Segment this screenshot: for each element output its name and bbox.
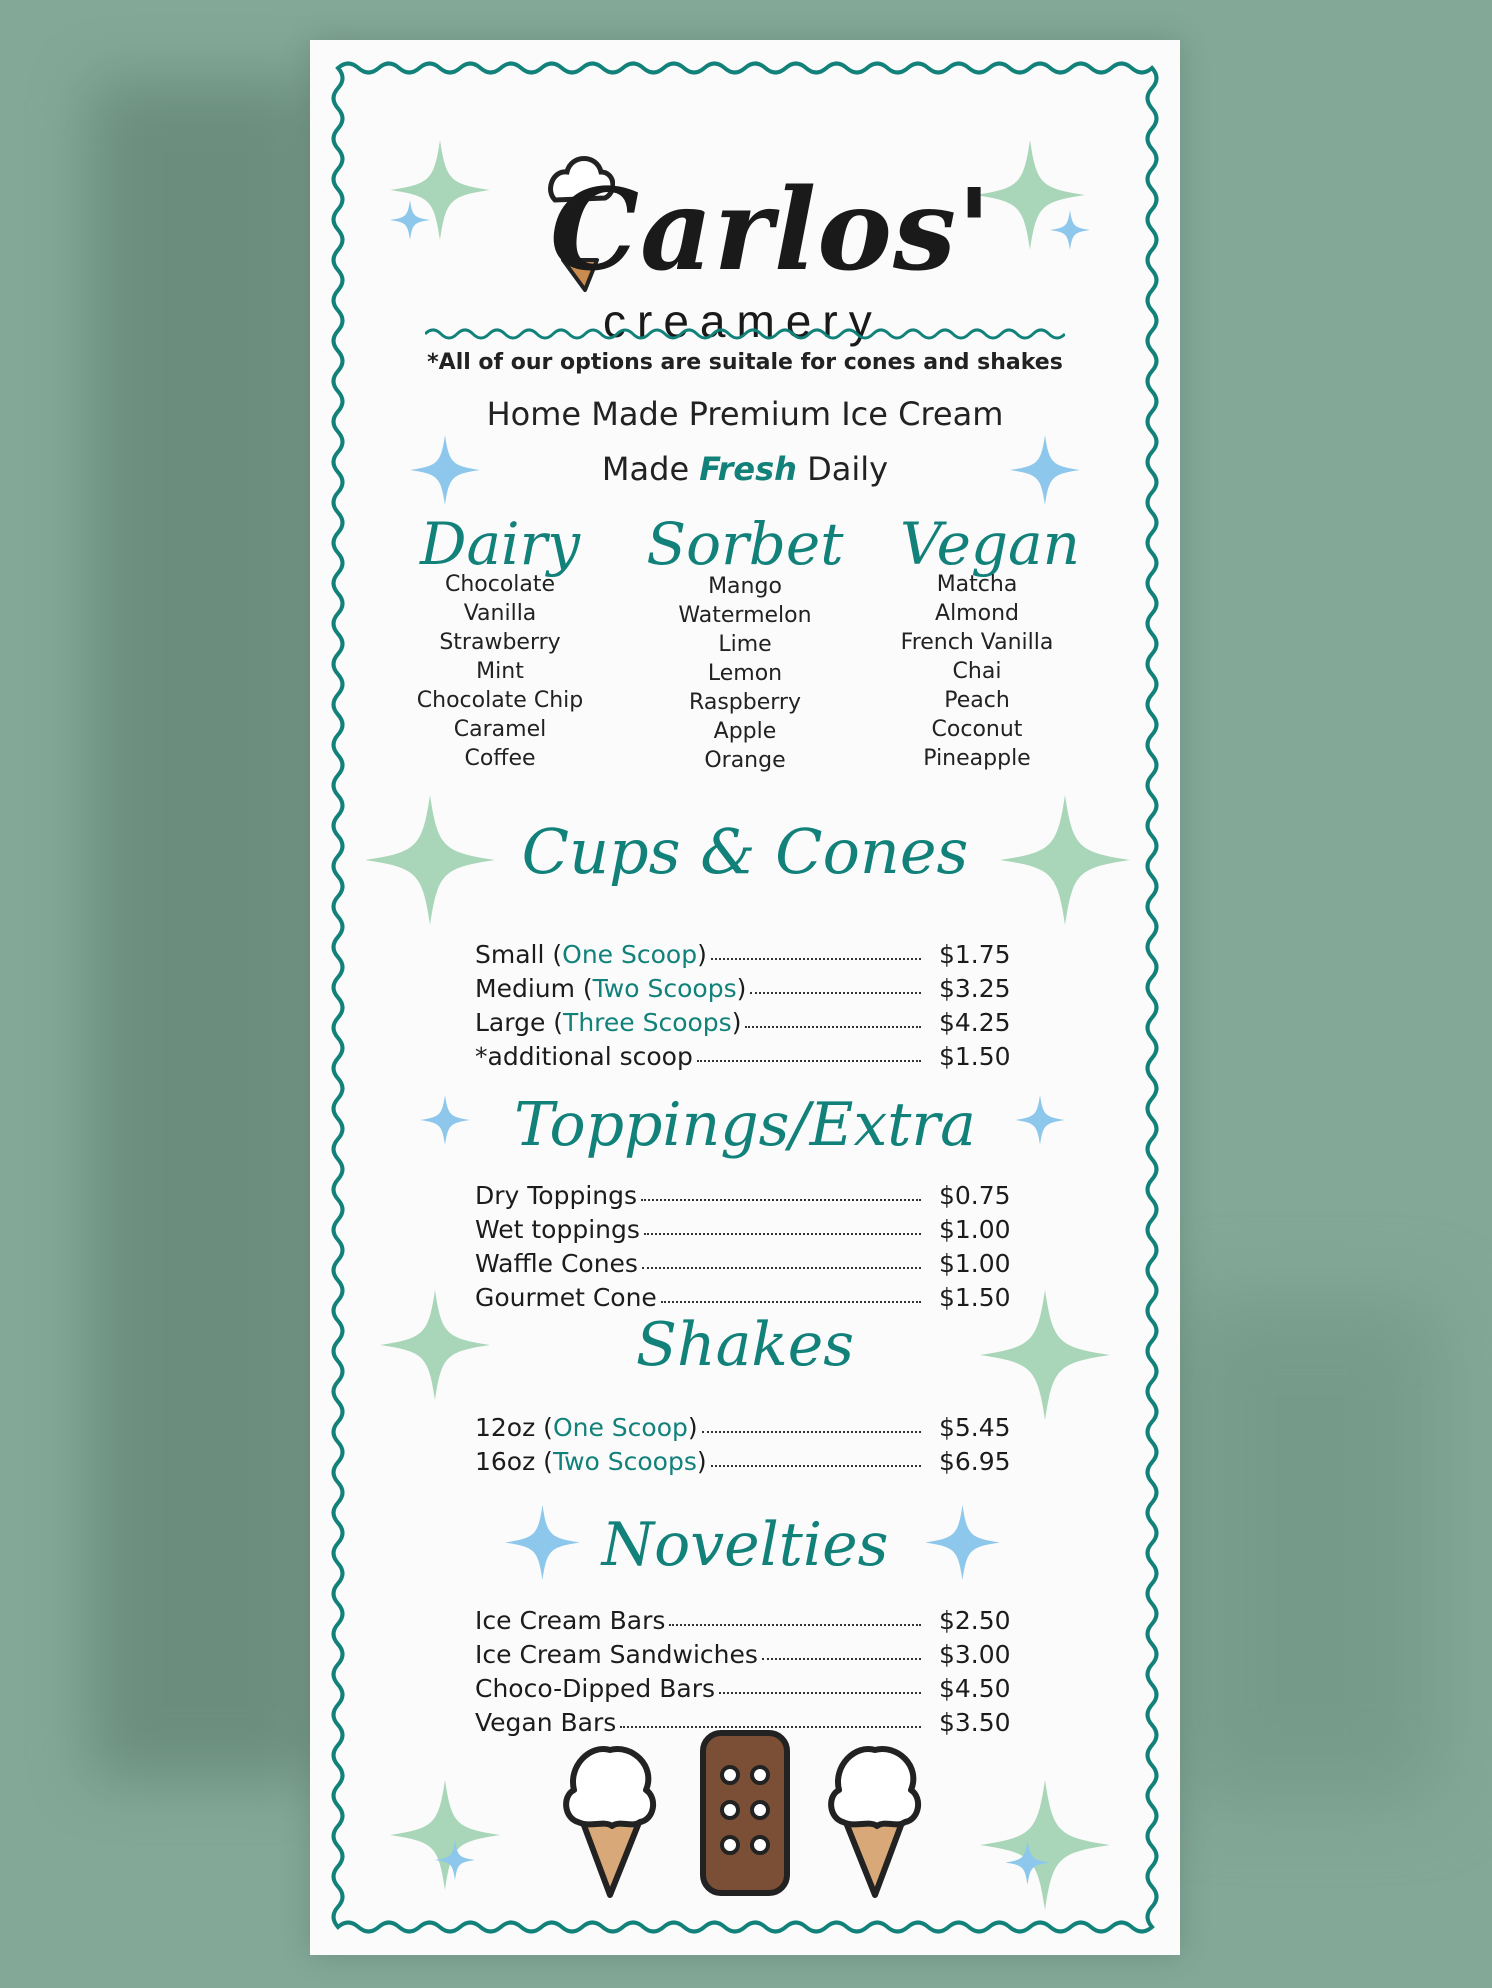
tagline-pre: Made [601,450,690,488]
item-name [475,1215,640,1244]
price-row [475,1042,1015,1076]
price-row [475,1008,1015,1042]
item-price: $4.25 [939,1008,1011,1037]
item-label: Medium [475,974,575,1003]
flavor-item: Chocolate [444,572,556,597]
paren-close: ) [696,1447,707,1476]
item-name [475,974,746,1003]
toppings-price-list [475,1181,1015,1317]
toppings-heading: Toppings/Extra [514,1090,976,1160]
cups-cones-price-list [475,940,1015,1076]
paren-close: ) [731,1008,742,1037]
wave-divider [425,322,1065,346]
item-label: Large [475,1008,546,1037]
price-row [475,974,1015,1008]
item-label: 16oz [475,1447,536,1476]
item-name [475,1640,758,1669]
price-row [475,1447,1015,1481]
item-name [475,1674,715,1703]
paren-close: ) [736,974,747,1003]
flavor-item: Matcha [936,572,1018,597]
item-scoops: One Scoop [562,940,698,969]
item-price: $3.50 [939,1708,1011,1737]
paren-open: ( [574,974,593,1003]
item-label: Ice Cream Bars [475,1606,666,1635]
item-scoops: Three Scoops [563,1008,732,1037]
novelties-heading: Novelties [601,1510,889,1580]
flavor-item: Lemon [707,661,783,686]
flavor-item: French Vanilla [900,630,1054,655]
item-name [475,1249,638,1278]
dairy-flavor-list [375,570,625,773]
sorbet-heading: Sorbet [646,510,844,578]
item-scoops: One Scoop [552,1413,688,1442]
sparkle-icon [1005,1840,1050,1885]
flavor-item: Chai [952,659,1002,684]
item-price: $6.95 [939,1447,1011,1476]
item-price: $1.50 [939,1042,1011,1071]
price-row [475,1606,1015,1640]
item-name [475,1181,637,1210]
item-label: Wet toppings [475,1215,640,1244]
item-label: *additional scoop [475,1042,693,1071]
sparkle-icon [1050,210,1090,250]
item-price: $3.25 [939,974,1011,1003]
item-price: $1.00 [939,1215,1011,1244]
price-row [475,1249,1015,1283]
cups-cones-heading: Cups & Cones [521,815,969,888]
dot-leader [702,1430,921,1433]
item-scoops: Two Scoops [552,1447,697,1476]
item-label: Ice Cream Sandwiches [475,1640,758,1669]
paren-close: ) [687,1413,698,1442]
item-price: $4.50 [939,1674,1011,1703]
item-name [475,1447,707,1476]
paren-open: ( [535,1447,553,1476]
dairy-heading: Dairy [419,510,581,578]
price-row [475,1215,1015,1249]
dot-leader [641,1198,921,1201]
price-row [475,940,1015,974]
tagline-line2 [310,450,1180,488]
dot-leader [661,1300,921,1303]
item-name [475,1283,657,1312]
dot-leader [711,957,921,960]
paren-open: ( [535,1413,553,1442]
tagline-post: Daily [807,450,889,488]
dot-leader [762,1657,921,1660]
logo-sub: creamery [603,295,883,347]
item-price: $0.75 [939,1181,1011,1210]
background-shadow [90,80,320,1780]
background-shadow [1180,1300,1440,1800]
item-name [475,1413,698,1442]
tagline-fresh: Fresh [699,450,797,488]
item-label: 12oz [475,1413,536,1442]
dot-leader [644,1232,921,1235]
tagline-line1: Home Made Premium Ice Cream [486,395,1004,433]
item-price: $3.00 [939,1640,1011,1669]
item-price: $1.50 [939,1283,1011,1312]
item-name [475,1606,665,1635]
vegan-heading: Vegan [900,510,1080,578]
paren-open: ( [544,940,563,969]
sparkle-icon [390,200,430,240]
sparkle-icon [435,1840,475,1880]
logo-brand: Carlos' [550,165,993,296]
item-price: $1.00 [939,1249,1011,1278]
dot-leader [669,1623,921,1626]
flavor-item: Chocolate Chip [416,688,584,713]
flavor-item: Strawberry [439,630,561,655]
flavor-item: Mint [476,659,524,684]
item-price: $1.75 [939,940,1011,969]
shakes-heading: Shakes [635,1310,855,1380]
dot-leader [642,1266,921,1269]
item-label: Choco-Dipped Bars [475,1674,716,1703]
novelties-price-list [475,1606,1015,1742]
ice-cream-sandwich-icon [695,1725,795,1900]
menu-poster [310,40,1180,1955]
logo [545,140,993,350]
item-name [475,940,707,969]
paren-open: ( [545,1008,564,1037]
dot-leader [745,1025,921,1028]
item-label: Gourmet Cone [475,1283,657,1312]
flavor-item: Vanilla [463,601,537,626]
vegan-flavor-list [852,570,1102,773]
price-row [475,1674,1015,1708]
item-label: Small [475,940,545,969]
options-note: *All of our options are suitale for cones and shakes [427,350,1063,375]
flavor-item: Coffee [464,746,536,771]
flavor-item: Lime [718,632,772,657]
item-scoops: Two Scoops [592,974,737,1003]
price-row [475,1640,1015,1674]
ice-cream-cone-icon [560,1730,660,1900]
price-row [475,1413,1015,1447]
flavor-item: Peach [944,688,1010,713]
item-name [475,1042,693,1071]
item-price: $5.45 [939,1413,1011,1442]
flavor-item: Pineapple [923,746,1031,771]
flavor-item: Raspberry [689,690,801,715]
item-label: Vegan Bars [475,1708,617,1737]
item-name [475,1008,741,1037]
flavor-item: Mango [708,574,782,599]
flavor-item: Watermelon [678,603,812,628]
flavor-item: Orange [704,748,786,773]
dot-leader [719,1691,921,1694]
flavor-item: Caramel [453,717,547,742]
dot-leader [697,1059,921,1062]
paren-close: ) [697,940,707,969]
shakes-price-list [475,1413,1015,1481]
sorbet-flavor-list [620,572,870,775]
flavor-item: Almond [935,601,1019,626]
item-label: Waffle Cones [475,1249,638,1278]
item-label: Dry Toppings [475,1181,638,1210]
dot-leader [750,991,921,994]
ice-cream-cone-icon [825,1730,925,1900]
dot-leader [711,1464,921,1467]
price-row [475,1181,1015,1215]
item-price: $2.50 [939,1606,1011,1635]
flavor-item: Coconut [931,717,1023,742]
flavor-item: Apple [713,719,777,744]
